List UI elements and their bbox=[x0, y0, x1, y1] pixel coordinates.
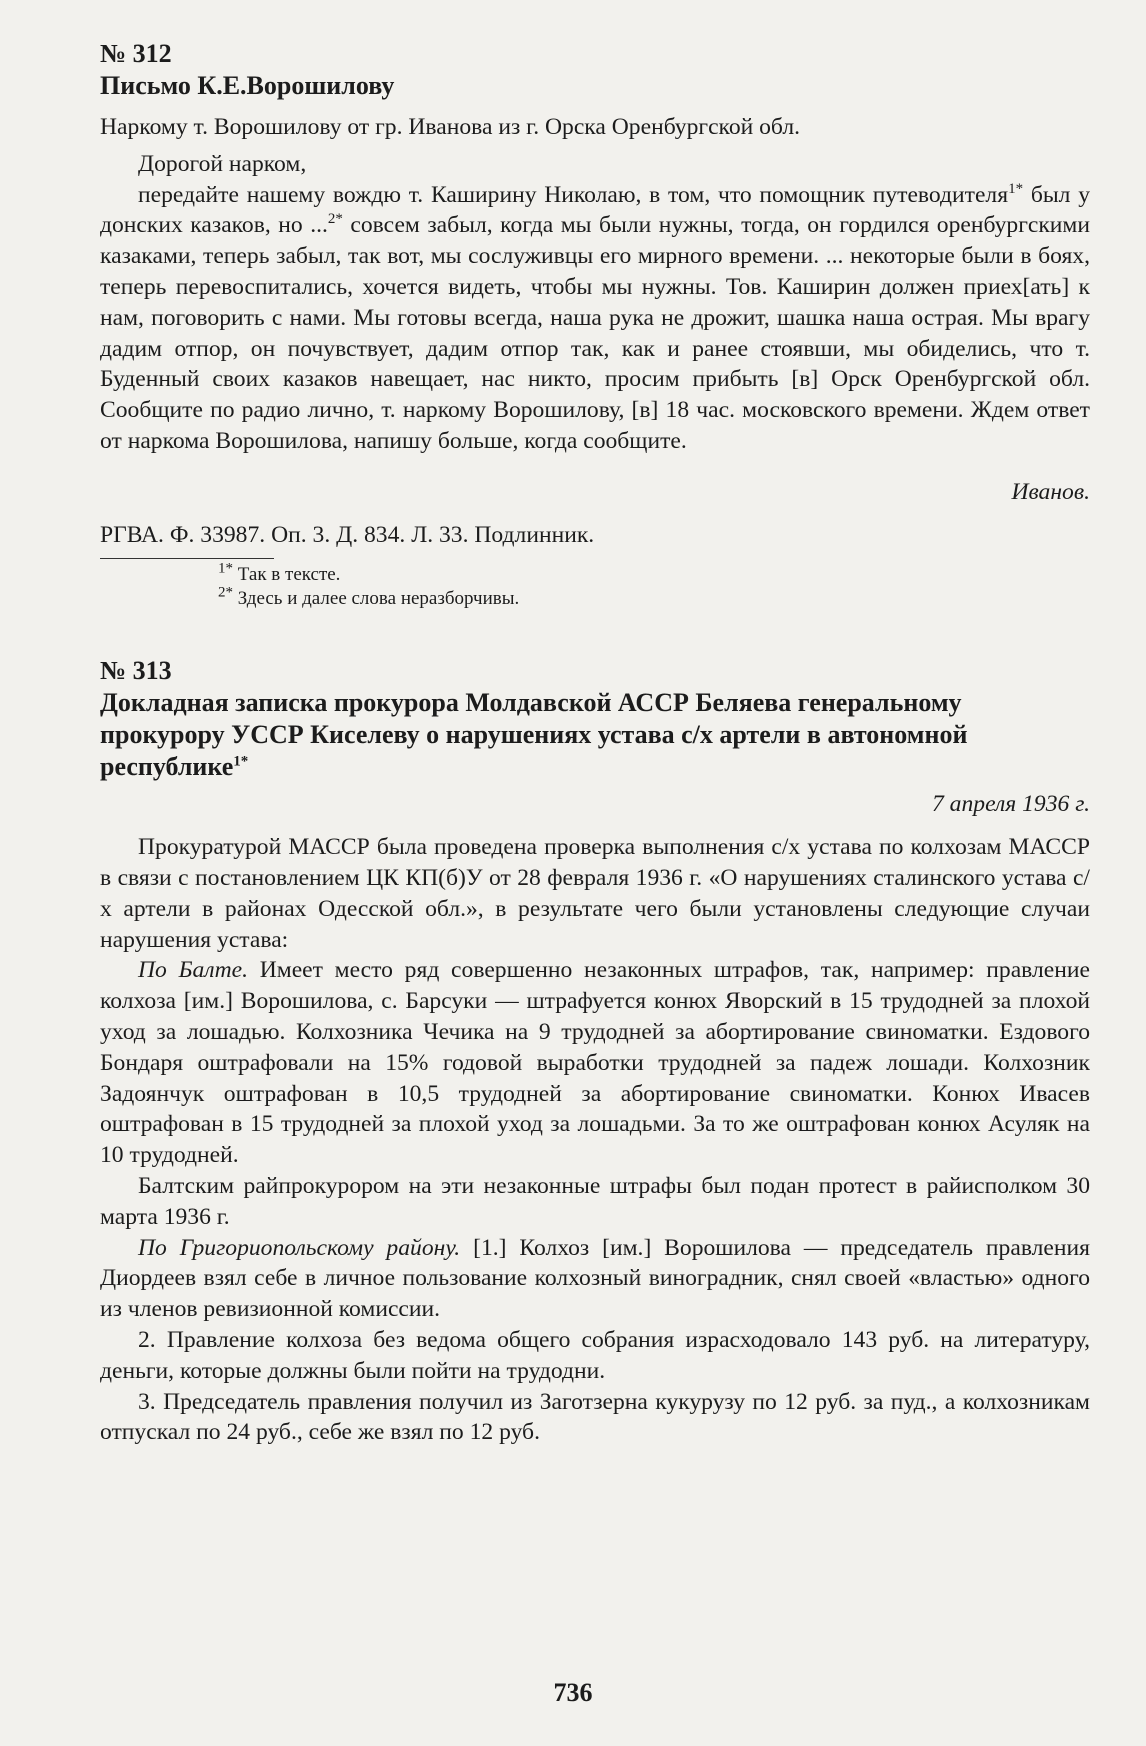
doc-313-protest: Балтским райпрокурором на эти незаконные штрафы был подан протест в райисполком 30 марта 1936 г. bbox=[100, 1172, 1090, 1230]
page-content bbox=[100, 38, 1090, 1448]
footnote-2-text: Здесь и далее слова неразборчивы. bbox=[237, 588, 520, 610]
doc-313-intro: Прокуратурой МАССР была проведена проверка выполнения с/х устава по колхозам МАССР в связи с постановлением ЦК КП(б)У от 28 февраля 1936 г. «О нарушениях сталинского устава с/х артели в районах Одесской обл.», в результате чего были установлены следующие случаи нарушения устава: bbox=[100, 834, 1090, 953]
doc-313-title-text: Докладная записка прокурора Молдавской АССР Беляева генеральному прокурору УССР Киселеву о нарушениях устава с/х артели в автономной республике bbox=[100, 688, 968, 782]
doc-313-date: 7 апреля 1936 г. bbox=[931, 791, 1090, 818]
doc-313-number: № 313 bbox=[100, 656, 172, 686]
doc-312-body-b: был у донских казаков, но ... bbox=[100, 181, 1090, 239]
page-number: 736 bbox=[553, 1678, 593, 1707]
doc-312-title: Письмо К.Е.Ворошилову bbox=[100, 71, 395, 100]
doc-313-title bbox=[100, 687, 1090, 783]
doc-313-grigoriopol-text: [1.] Колхоз [им.] Ворошилова — председатель правления Диордеев взял себе в личное пользование колхозный виноградник, снял своей «властью» одного из членов ревизионной комиссии. bbox=[100, 1234, 1091, 1323]
doc-313-title-footnote-mark: 1* bbox=[233, 753, 249, 770]
doc-312-number: № 312 bbox=[100, 39, 172, 68]
doc-313-item-3: 3. Председатель правления получил из Заготзерна кукурузу по 12 руб. за пуд., а колхозникам отпускал по 24 руб., себе же взял по 12 руб. bbox=[100, 1388, 1090, 1446]
footnote-2 bbox=[100, 587, 1090, 611]
doc-313-balta-label: По Балте. bbox=[138, 957, 248, 984]
doc-313-grigoriopol bbox=[100, 1233, 1090, 1325]
footnote-1-text: Так в тексте. bbox=[237, 564, 341, 586]
doc-312-source: РГВА. Ф. 33987. Оп. 3. Д. 834. Л. 33. Подлинник. bbox=[100, 521, 595, 548]
doc-312-body-c: совсем забыл, когда мы были нужны, тогда, он гордился оренбургскими казаками, теперь забыл, так вот, мы сослуживцы его мирного времени. ... некоторые были в боях, теперь перевоспитались, хочется видеть, чтобы мы нужны. Тов. Каширин должен приех[ать] к нам, поговорить с нами. Мы готовы всегда, наша рука не дрожит, шашка наша острая. Мы врагу дадим отпор, он почувствует, дадим отпор так, как и ранее стоявши, мы обиделись, что т. Буденный своих казаков навещает, нас никто, просим прибыть [в] Орск Оренбургской обл. Сообщите по радио лично, т. наркому Ворошилову, [в] 18 час. московского времени. Ждем ответ от наркома Ворошилова, напишу больше, когда сообщите. bbox=[100, 212, 1090, 454]
footnote-2-mark: 2* bbox=[218, 585, 233, 602]
document-312 bbox=[100, 38, 1090, 611]
footnote-ref-1: 1* bbox=[1008, 180, 1024, 197]
doc-312-addressee: Наркому т. Ворошилову от гр. Иванова из г. Орска Оренбургской обл. bbox=[100, 114, 801, 140]
doc-312-signature: Иванов. bbox=[1011, 478, 1090, 505]
doc-312-salutation: Дорогой нарком, bbox=[138, 150, 307, 177]
doc-313-balta-text: Имеет место ряд совершенно незаконных штрафов, так, например: правление колхоза [им.] Ворошилова, с. Барсуки — штрафуется конюх Яворский в 15 трудодней за плохой уход за лошадью. Колхозника Чечика на 9 трудодней за абортирование свиноматки. Ездового Бондаря оштрафовали на 15% годовой выработки трудодней за падеж лошади. Колхозник Задоянчук оштрафован в 10,5 трудодней за абортирование свиноматки. Конюх Ивасев оштрафован в 15 трудодней за плохой уход за лошадьми. За то же оштрафован конюх Асуляк на 10 трудодней. bbox=[100, 957, 1090, 1169]
section-gap bbox=[100, 611, 1090, 655]
document-313 bbox=[100, 655, 1090, 1448]
footnote-divider bbox=[100, 558, 274, 559]
doc-313-balta bbox=[100, 955, 1090, 1171]
doc-312-body bbox=[100, 180, 1090, 457]
doc-313-item-2: 2. Правление колхоза без ведома общего собрания израсходовало 143 руб. на литературу, деньги, которые должны были пойти на трудодни. bbox=[100, 1326, 1090, 1384]
doc-313-grigoriopol-label: По Григориопольскому району. bbox=[138, 1234, 461, 1261]
footnote-ref-2: 2* bbox=[327, 211, 343, 228]
footnote-1 bbox=[100, 563, 1090, 587]
doc-312-body-a: передайте нашему вождю т. Каширину Николаю, в том, что помощник путеводителя bbox=[138, 181, 1009, 208]
footnote-1-mark: 1* bbox=[218, 561, 233, 578]
